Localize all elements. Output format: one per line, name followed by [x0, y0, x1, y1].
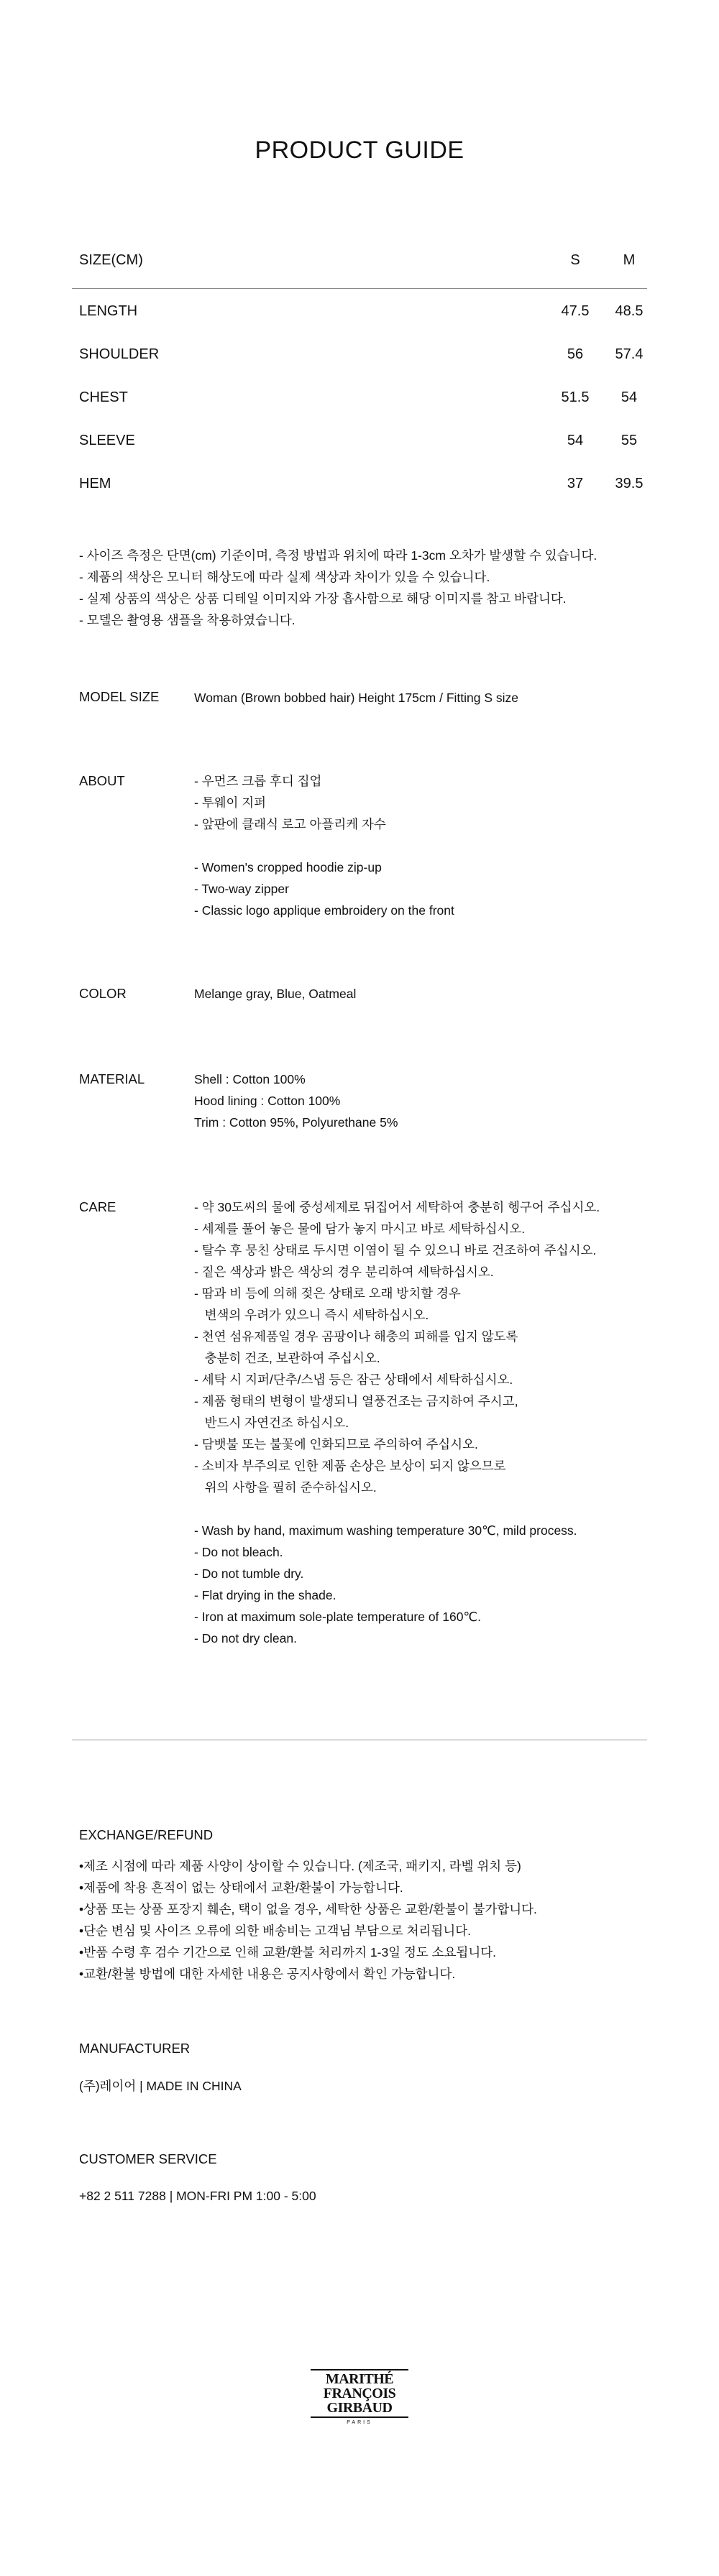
material-body — [194, 1068, 697, 1133]
about-line-ko: - 앞판에 클래식 로고 아플리케 자수 — [194, 817, 386, 831]
about-line-en: - Women's cropped hoodie zip-up — [194, 860, 382, 874]
exchange-line: •교환/환불 방법에 대한 자세한 내용은 공지사항에서 확인 가능합니다. — [79, 1967, 456, 1981]
size-value-m: 48.5 — [615, 303, 644, 319]
note-line: - 제품의 색상은 모니터 해상도에 따라 실제 색상과 차이가 있을 수 있습니다. — [79, 570, 490, 584]
material-label: MATERIAL — [79, 1071, 145, 1086]
care-line-ko: - 약 30도씨의 물에 중성세제로 뒤집어서 세탁하여 충분히 헹구어 주십시오. — [194, 1200, 600, 1214]
care-line-ko: - 담뱃불 또는 불꽃에 인화되므로 주의하여 주십시오. — [194, 1437, 478, 1451]
logo-line: MARITHÉ — [325, 2371, 394, 2387]
size-row-shoulder — [72, 332, 647, 375]
about-line-en: - Two-way zipper — [194, 882, 289, 896]
size-value-s: 47.5 — [561, 303, 590, 319]
size-row-chest — [72, 375, 647, 418]
care-line-ko: - 소비자 부주의로 인한 제품 손상은 보상이 되지 않으므로 — [194, 1459, 506, 1473]
size-value-s: 51.5 — [561, 389, 590, 405]
manufacturer-body — [79, 2075, 654, 2097]
size-table-header — [72, 234, 647, 289]
care-line-en: - Iron at maximum sole-plate temperature of 160℃. — [194, 1610, 481, 1624]
customer-service-value: +82 2 511 7288 | MON-FRI PM 1:00 - 5:00 — [79, 2189, 316, 2203]
size-row-label: CHEST — [79, 389, 128, 405]
size-value-m: 55 — [620, 433, 638, 448]
logo-rule-bottom — [311, 2416, 408, 2418]
size-header-m: M — [623, 252, 636, 268]
size-row-hem — [72, 461, 647, 504]
manufacturer-label: MANUFACTURER — [79, 2041, 191, 2056]
material-line: Trim : Cotton 95%, Polyurethane 5% — [194, 1115, 398, 1130]
exchange-line: •제품에 착용 흔적이 없는 상태에서 교환/환불이 가능합니다. — [79, 1880, 403, 1895]
size-value-m: 39.5 — [615, 476, 644, 491]
care-line-ko: 충분히 건조, 보관하여 주십시오. — [194, 1351, 380, 1365]
care-line-ko: - 제품 형태의 변형이 발생되니 열풍건조는 금지하여 주시고, — [194, 1394, 518, 1408]
customer-service-body — [79, 2185, 654, 2207]
logo-rule-top — [311, 2369, 408, 2370]
care-line-ko: - 세제를 풀어 놓은 물에 담가 놓지 마시고 바로 세탁하십시오. — [194, 1222, 526, 1236]
size-header-label: SIZE(CM) — [79, 252, 143, 268]
care-line-ko: 반드시 자연건조 하십시오. — [194, 1416, 349, 1430]
size-table — [72, 234, 647, 504]
size-value-s: 37 — [567, 476, 584, 491]
measurement-notes — [79, 545, 654, 631]
spacer — [194, 835, 697, 857]
color-body — [194, 983, 697, 1005]
care-line-ko: - 천연 섬유제품일 경우 곰팡이나 해충의 피해를 입지 않도록 — [194, 1329, 518, 1344]
note-line: - 사이즈 측정은 단면(cm) 기준이며, 측정 방법과 위치에 따라 1-3cm 오차가 발생할 수 있습니다. — [79, 548, 597, 563]
color-value: Melange gray, Blue, Oatmeal — [194, 987, 357, 1001]
exchange-body — [79, 1855, 669, 1985]
about-line-en: - Classic logo applique embroidery on the front — [194, 903, 454, 918]
size-row-label: SLEEVE — [79, 433, 135, 448]
material-line: Hood lining : Cotton 100% — [194, 1094, 341, 1108]
size-row-sleeve — [72, 418, 647, 461]
care-body — [194, 1196, 697, 1649]
care-line-ko: - 땀과 비 등에 의해 젖은 상태로 오래 방치할 경우 — [194, 1286, 461, 1301]
about-line-ko: - 투웨이 지퍼 — [194, 795, 267, 810]
size-value-s: 56 — [567, 346, 584, 362]
logo-line: GIRBAUD — [326, 2400, 393, 2416]
logo-subtitle: PARIS — [347, 2420, 372, 2425]
care-label: CARE — [79, 1199, 116, 1214]
size-value-s: 54 — [567, 433, 584, 448]
care-line-ko: 위의 사항을 필히 준수하십시오. — [194, 1480, 377, 1495]
note-line: - 실제 상품의 색상은 상품 디테일 이미지와 가장 흡사함으로 해당 이미지를 참고 바랍니다. — [79, 591, 567, 606]
care-line-en: - Do not dry clean. — [194, 1631, 297, 1645]
brand-logo — [311, 2368, 408, 2425]
size-value-m: 54 — [620, 389, 638, 405]
size-row-label: HEM — [79, 476, 111, 491]
spacer — [194, 1498, 697, 1520]
about-label: ABOUT — [79, 773, 125, 788]
exchange-line: •단순 변심 및 사이즈 오류에 의한 배송비는 고객님 부담으로 처리됩니다. — [79, 1924, 471, 1938]
size-value-m: 57.4 — [615, 346, 644, 362]
care-line-ko: 변색의 우려가 있으니 즉시 세탁하십시오. — [194, 1308, 429, 1322]
page-title: PRODUCT GUIDE — [255, 137, 464, 164]
size-header-s: S — [570, 252, 580, 268]
manufacturer-value: (주)레이어 | MADE IN CHINA — [79, 2079, 242, 2093]
care-line-en: - Wash by hand, maximum washing temperature 30℃, mild process. — [194, 1523, 577, 1538]
care-line-en: - Do not bleach. — [194, 1545, 283, 1559]
model-size-value — [194, 687, 697, 708]
color-label: COLOR — [79, 986, 127, 1001]
about-line-ko: - 우먼즈 크롭 후디 집업 — [194, 774, 322, 788]
size-row-label: SHOULDER — [79, 346, 160, 362]
exchange-label: EXCHANGE/REFUND — [79, 1827, 214, 1842]
note-line: - 모델은 촬영용 샘플을 착용하였습니다. — [79, 613, 296, 627]
about-body — [194, 770, 697, 921]
size-row-length — [72, 289, 647, 332]
care-line-en: - Flat drying in the shade. — [194, 1588, 336, 1602]
model-size-text: Woman (Brown bobbed hair) Height 175cm / Fitting S size — [194, 691, 518, 705]
care-line-ko: - 탈수 후 뭉친 상태로 두시면 이염이 될 수 있으니 바로 건조하여 주십시오. — [194, 1243, 597, 1257]
care-line-en: - Do not tumble dry. — [194, 1566, 304, 1581]
care-line-ko: - 짙은 색상과 밝은 색상의 경우 분리하여 세탁하십시오. — [194, 1265, 494, 1279]
size-row-label: LENGTH — [79, 303, 138, 319]
material-line: Shell : Cotton 100% — [194, 1072, 306, 1086]
exchange-line: •상품 또는 상품 포장지 훼손, 택이 없을 경우, 세탁한 상품은 교환/환불이 불가합니다. — [79, 1902, 537, 1916]
care-line-ko: - 세탁 시 지퍼/단추/스냅 등은 잠근 상태에서 세탁하십시오. — [194, 1372, 513, 1387]
exchange-line: •제조 시점에 따라 제품 사양이 상이할 수 있습니다. (제조국, 패키지, 라벨 위치 등) — [79, 1859, 521, 1873]
exchange-line: •반품 수령 후 검수 기간으로 인해 교환/환불 처리까지 1-3일 정도 소요됩니다. — [79, 1945, 497, 1959]
model-size-label: MODEL SIZE — [79, 689, 160, 704]
customer-service-label: CUSTOMER SERVICE — [79, 2151, 217, 2166]
logo-line: FRANÇOIS — [323, 2386, 396, 2401]
